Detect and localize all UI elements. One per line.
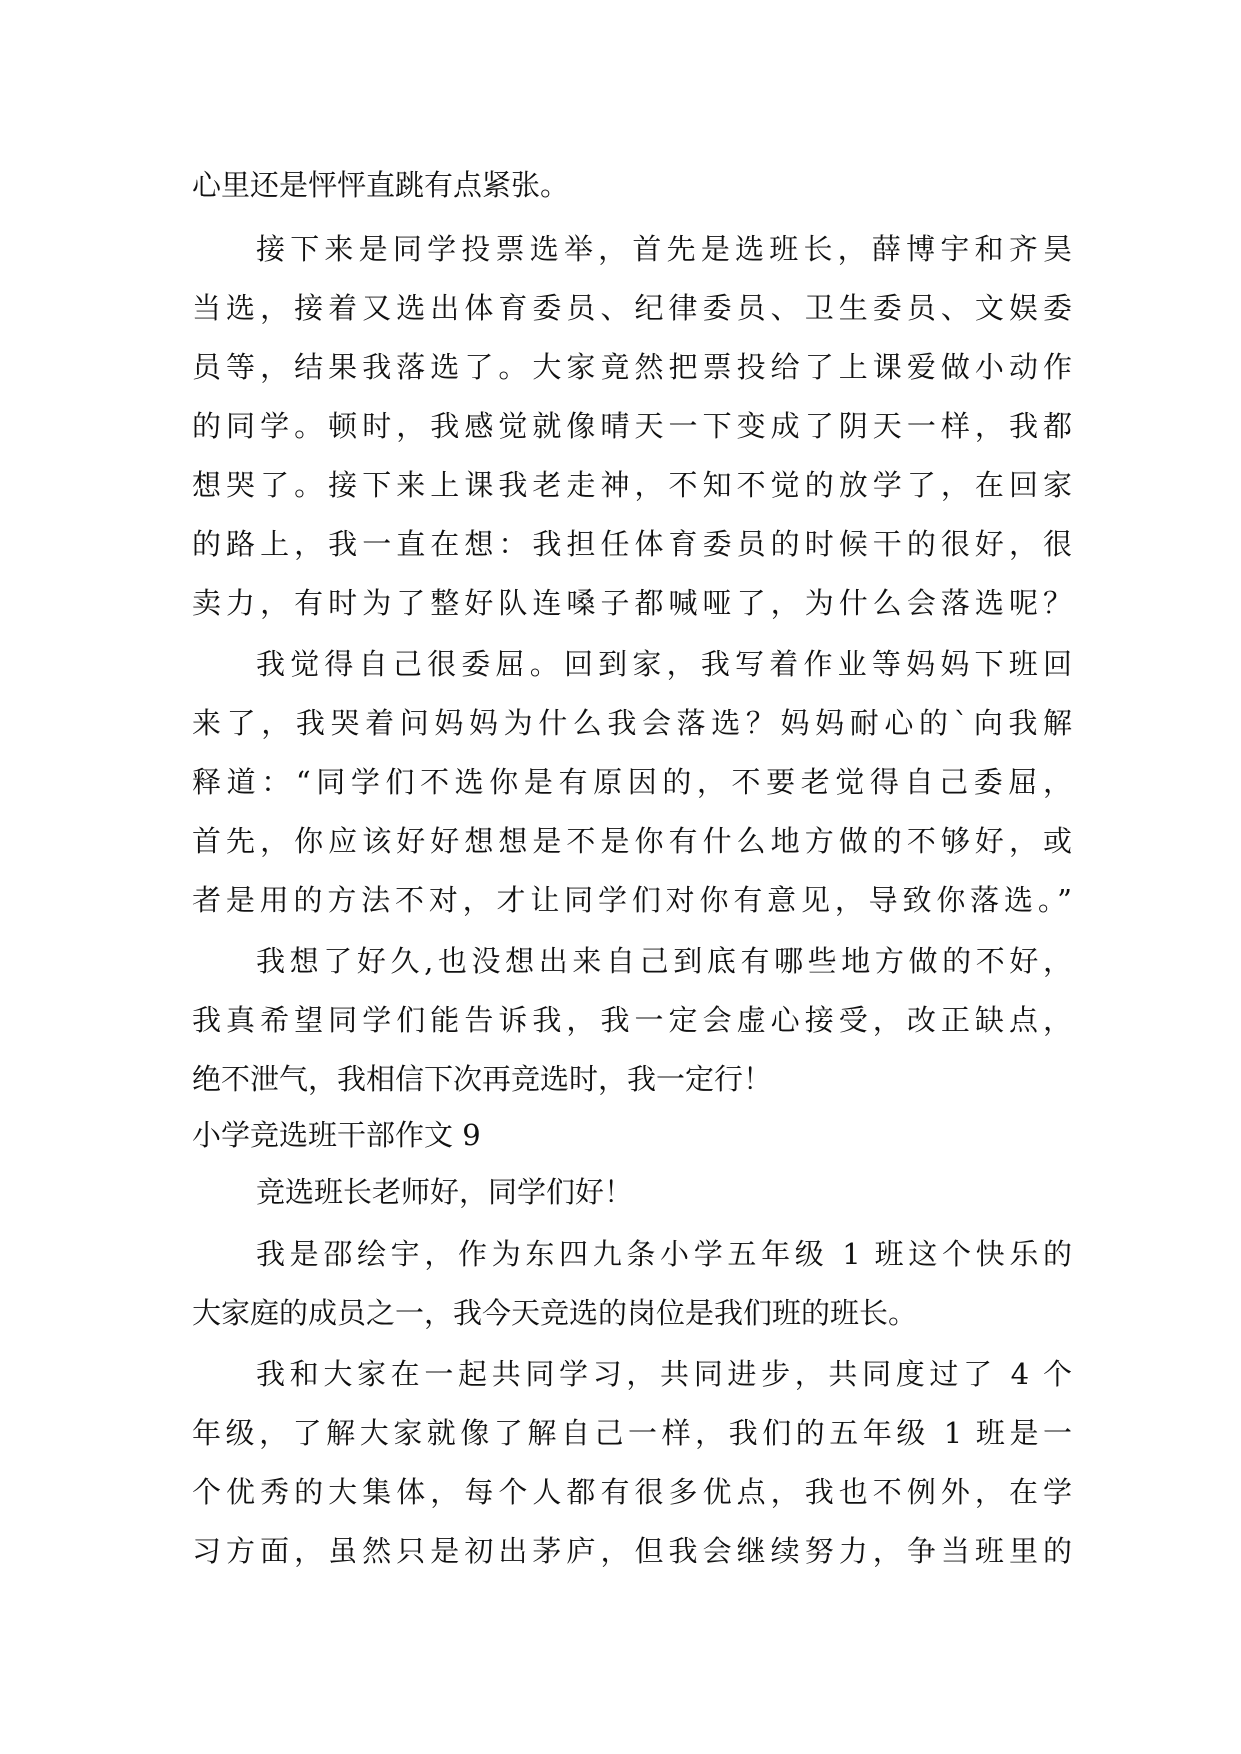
text-line: 个优秀的大集体，每个人都有很多优点，我也不例外，在学 [192, 1475, 1072, 1509]
text-line: 想哭了。接下来上课我老走神，不知不觉的放学了，在回家 [192, 468, 1072, 502]
text-line: 的同学。顿时，我感觉就像晴天一下变成了阴天一样，我都 [192, 409, 1072, 443]
text-line: 绝不泄气，我相信下次再竞选时，我一定行！ [192, 1062, 773, 1096]
text-line: 员等，结果我落选了。大家竟然把票投给了上课爱做小动作 [192, 350, 1072, 384]
text-line: 释道：“同学们不选你是有原因的，不要老觉得自己委屈， [192, 765, 1072, 799]
text-line: 者是用的方法不对，才让同学们对你有意见，导致你落选。” [192, 883, 1072, 917]
text-line: 习方面，虽然只是初出茅庐，但我会继续努力，争当班里的 [192, 1534, 1072, 1568]
text-line: 我想了好久,也没想出来自己到底有哪些地方做的不好， [256, 944, 1072, 978]
text-line: 竞选班长老师好，同学们好！ [256, 1175, 634, 1209]
text-line: 卖力，有时为了整好队连嗓子都喊哑了，为什么会落选呢？ [192, 586, 1072, 620]
text-line: 的路上，我一直在想：我担任体育委员的时候干的很好，很 [192, 527, 1072, 561]
section-heading: 小学竞选班干部作文 9 [192, 1118, 481, 1152]
text-line: 当选，接着又选出体育委员、纪律委员、卫生委员、文娱委 [192, 291, 1072, 325]
text-line: 我是邵绘宇，作为东四九条小学五年级 1 班这个快乐的 [256, 1237, 1072, 1271]
text-line: 我觉得自己很委屈。回到家，我写着作业等妈妈下班回 [256, 647, 1072, 681]
text-line: 我真希望同学们能告诉我，我一定会虚心接受，改正缺点， [192, 1003, 1072, 1037]
text-line: 大家庭的成员之一，我今天竞选的岗位是我们班的班长。 [192, 1296, 918, 1330]
text-line: 来了，我哭着问妈妈为什么我会落选？妈妈耐心的`向我解 [192, 706, 1072, 740]
text-line: 年级，了解大家就像了解自己一样，我们的五年级 1 班是一 [192, 1416, 1072, 1450]
text-line: 心里还是怦怦直跳有点紧张。 [192, 168, 570, 202]
text-line: 首先，你应该好好想想是不是你有什么地方做的不够好，或 [192, 824, 1072, 858]
text-line: 接下来是同学投票选举，首先是选班长，薛博宇和齐昊 [256, 232, 1072, 266]
text-line: 我和大家在一起共同学习，共同进步，共同度过了 4 个 [256, 1357, 1072, 1391]
